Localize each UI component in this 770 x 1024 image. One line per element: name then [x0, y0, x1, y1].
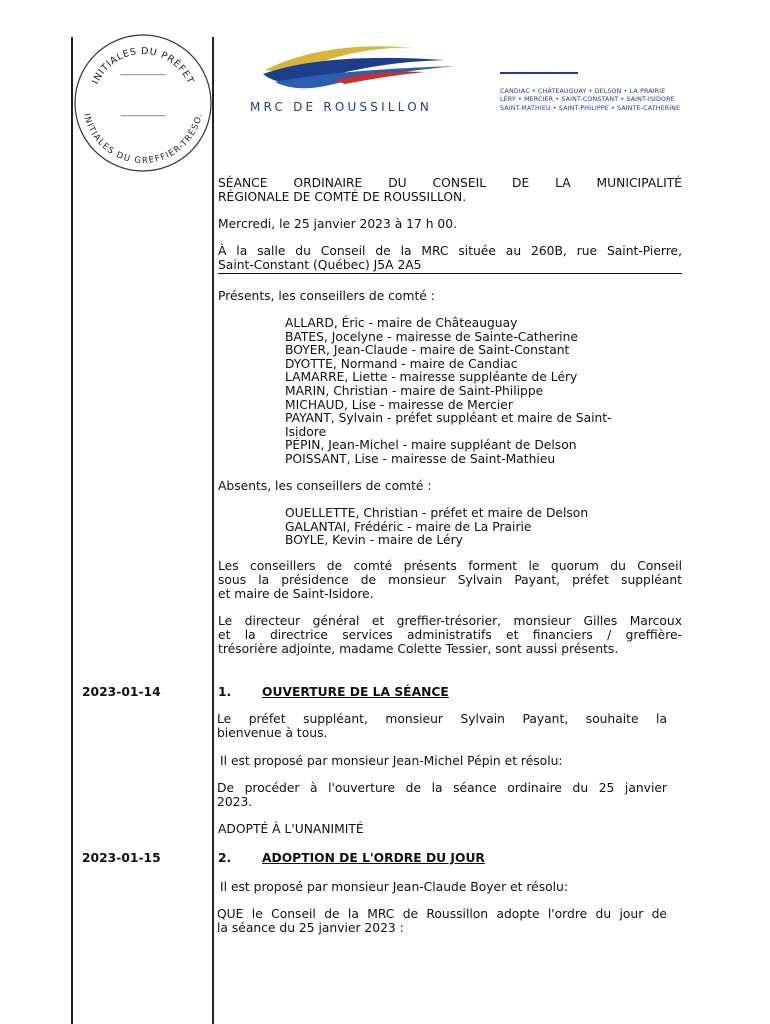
municipalities-line: CANDIAC • CHÂTEAUGUAY • DELSON • LA PRAIRIE: [500, 88, 666, 95]
section-number: 1.: [218, 685, 232, 699]
section-title: ADOPTION DE L'ORDRE DU JOUR: [262, 851, 485, 865]
section-title: OUVERTURE DE LA SÉANCE: [262, 685, 449, 699]
session-location-line2: Saint-Constant (Québec) J5A 2A5: [218, 258, 422, 272]
list-item: LAMARRE, Liette - mairesse suppléante de Léry: [285, 370, 578, 385]
quorum-line1: Les conseillers de comté présents forment le quorum du Conseil: [218, 559, 682, 573]
list-item: Isidore: [285, 424, 327, 439]
staff-line1: Le directeur général et greffier-trésorier, monsieur Gilles Marcoux: [218, 614, 682, 628]
section1-p1-line2: bienvenue à tous.: [217, 726, 328, 740]
header-rule: [218, 273, 682, 274]
section-number: 2.: [218, 851, 232, 865]
staff-line2: et la directrice services administratifs et financiers / greffière-: [218, 628, 682, 642]
list-item: BOYER, Jean-Claude - maire de Saint-Constant: [285, 343, 570, 358]
quorum-line2: sous la présidence de monsieur Sylvain Payant, préfet suppléant: [218, 573, 682, 587]
municipalities-rule: [500, 72, 578, 74]
stamp-line-top: __________: [120, 66, 166, 76]
list-item: GALANTAI, Frédéric - maire de La Prairie: [285, 519, 532, 534]
session-date: Mercredi, le 25 janvier 2023 à 17 h 00.: [218, 217, 457, 231]
presents-list: [285, 317, 680, 467]
list-item: MARIN, Christian - maire de Saint-Philippe: [285, 383, 544, 398]
svg-text:INITIALES DU GREFFIER-TRÉSO.: [81, 113, 205, 167]
stamp-top-text: INITIALES DU PRÉFET: [90, 45, 196, 87]
section1-p1-line1: Le préfet suppléant, monsieur Sylvain Payant, souhaite la: [217, 712, 667, 726]
staff-line3: trésorière adjointe, madame Colette Tessier, sont aussi présents.: [218, 642, 619, 656]
section2-p2-line1: QUE le Conseil de la MRC de Roussillon adopte l'ordre du jour de: [217, 907, 667, 921]
list-item: ALLARD, Éric - maire de Châteauguay: [285, 316, 518, 330]
resolution-number: 2023-01-14: [82, 685, 161, 699]
section1-p3-line1: De procéder à l'ouverture de la séance ordinaire du 25 janvier: [217, 781, 667, 795]
section1-p2: Il est proposé par monsieur Jean-Michel Pépin et résolu:: [220, 754, 563, 768]
presents-label: Présents, les conseillers de comté :: [218, 289, 435, 303]
session-location-line1: À la salle du Conseil de la MRC située au 260B, rue Saint-Pierre,: [218, 244, 682, 258]
section1-adopted: ADOPTÉ À L'UNANIMITÉ: [218, 822, 364, 836]
list-item: PAYANT, Sylvain - préfet suppléant et maire de Saint-: [285, 411, 612, 426]
stamp-line-bottom: __________: [120, 107, 166, 117]
list-item: MICHAUD, Lise - mairesse de Mercier: [285, 397, 513, 412]
municipalities-line: LÉRY • MERCIER • SAINT-CONSTANT • SAINT-ISIDORE: [500, 96, 675, 104]
list-item: DYOTTE, Normand - maire de Candiac: [285, 356, 518, 371]
quorum-line3: et maire de Saint-Isidore.: [218, 587, 374, 601]
section2-p1: Il est proposé par monsieur Jean-Claude Boyer et résolu:: [220, 880, 568, 894]
stamp-bottom-text: INITIALES DU GREFFIER-TRÉSO.: [81, 112, 205, 167]
list-item: PÉPIN, Jean-Michel - maire suppléant de Delson: [285, 438, 577, 453]
section1-p3-line2: 2023.: [217, 795, 253, 809]
resolution-number: 2023-01-15: [82, 851, 161, 865]
list-item: BOYLE, Kevin - maire de Léry: [285, 533, 463, 548]
list-item: BATES, Jocelyne - mairesse de Sainte-Catherine: [285, 329, 578, 344]
section2-p2-line2: la séance du 25 janvier 2023 :: [217, 921, 404, 935]
absents-list: [285, 507, 680, 548]
initials-stamp: [72, 32, 214, 174]
right-margin-line: [212, 37, 214, 1024]
session-title-line2: RÉGIONALE DE COMTÉ DE ROUSSILLON.: [218, 190, 467, 204]
absents-label: Absents, les conseillers de comté :: [218, 479, 432, 493]
list-item: POISSANT, Lise - mairesse de Saint-Mathieu: [285, 451, 556, 466]
mrc-logo-name: MRC DE ROUSSILLON: [250, 100, 433, 114]
list-item: OUELLETTE, Christian - préfet et maire de Delson: [285, 506, 589, 520]
session-title-line1: SÉANCE ORDINAIRE DU CONSEIL DE LA MUNICIPALITÉ: [218, 176, 682, 190]
municipalities-line: SAINT-MATHIEU • SAINT-PHILIPPE • SAINTE-CATHERINE: [500, 104, 681, 112]
left-margin-line: [71, 37, 73, 1024]
municipalities-list: [500, 88, 762, 113]
